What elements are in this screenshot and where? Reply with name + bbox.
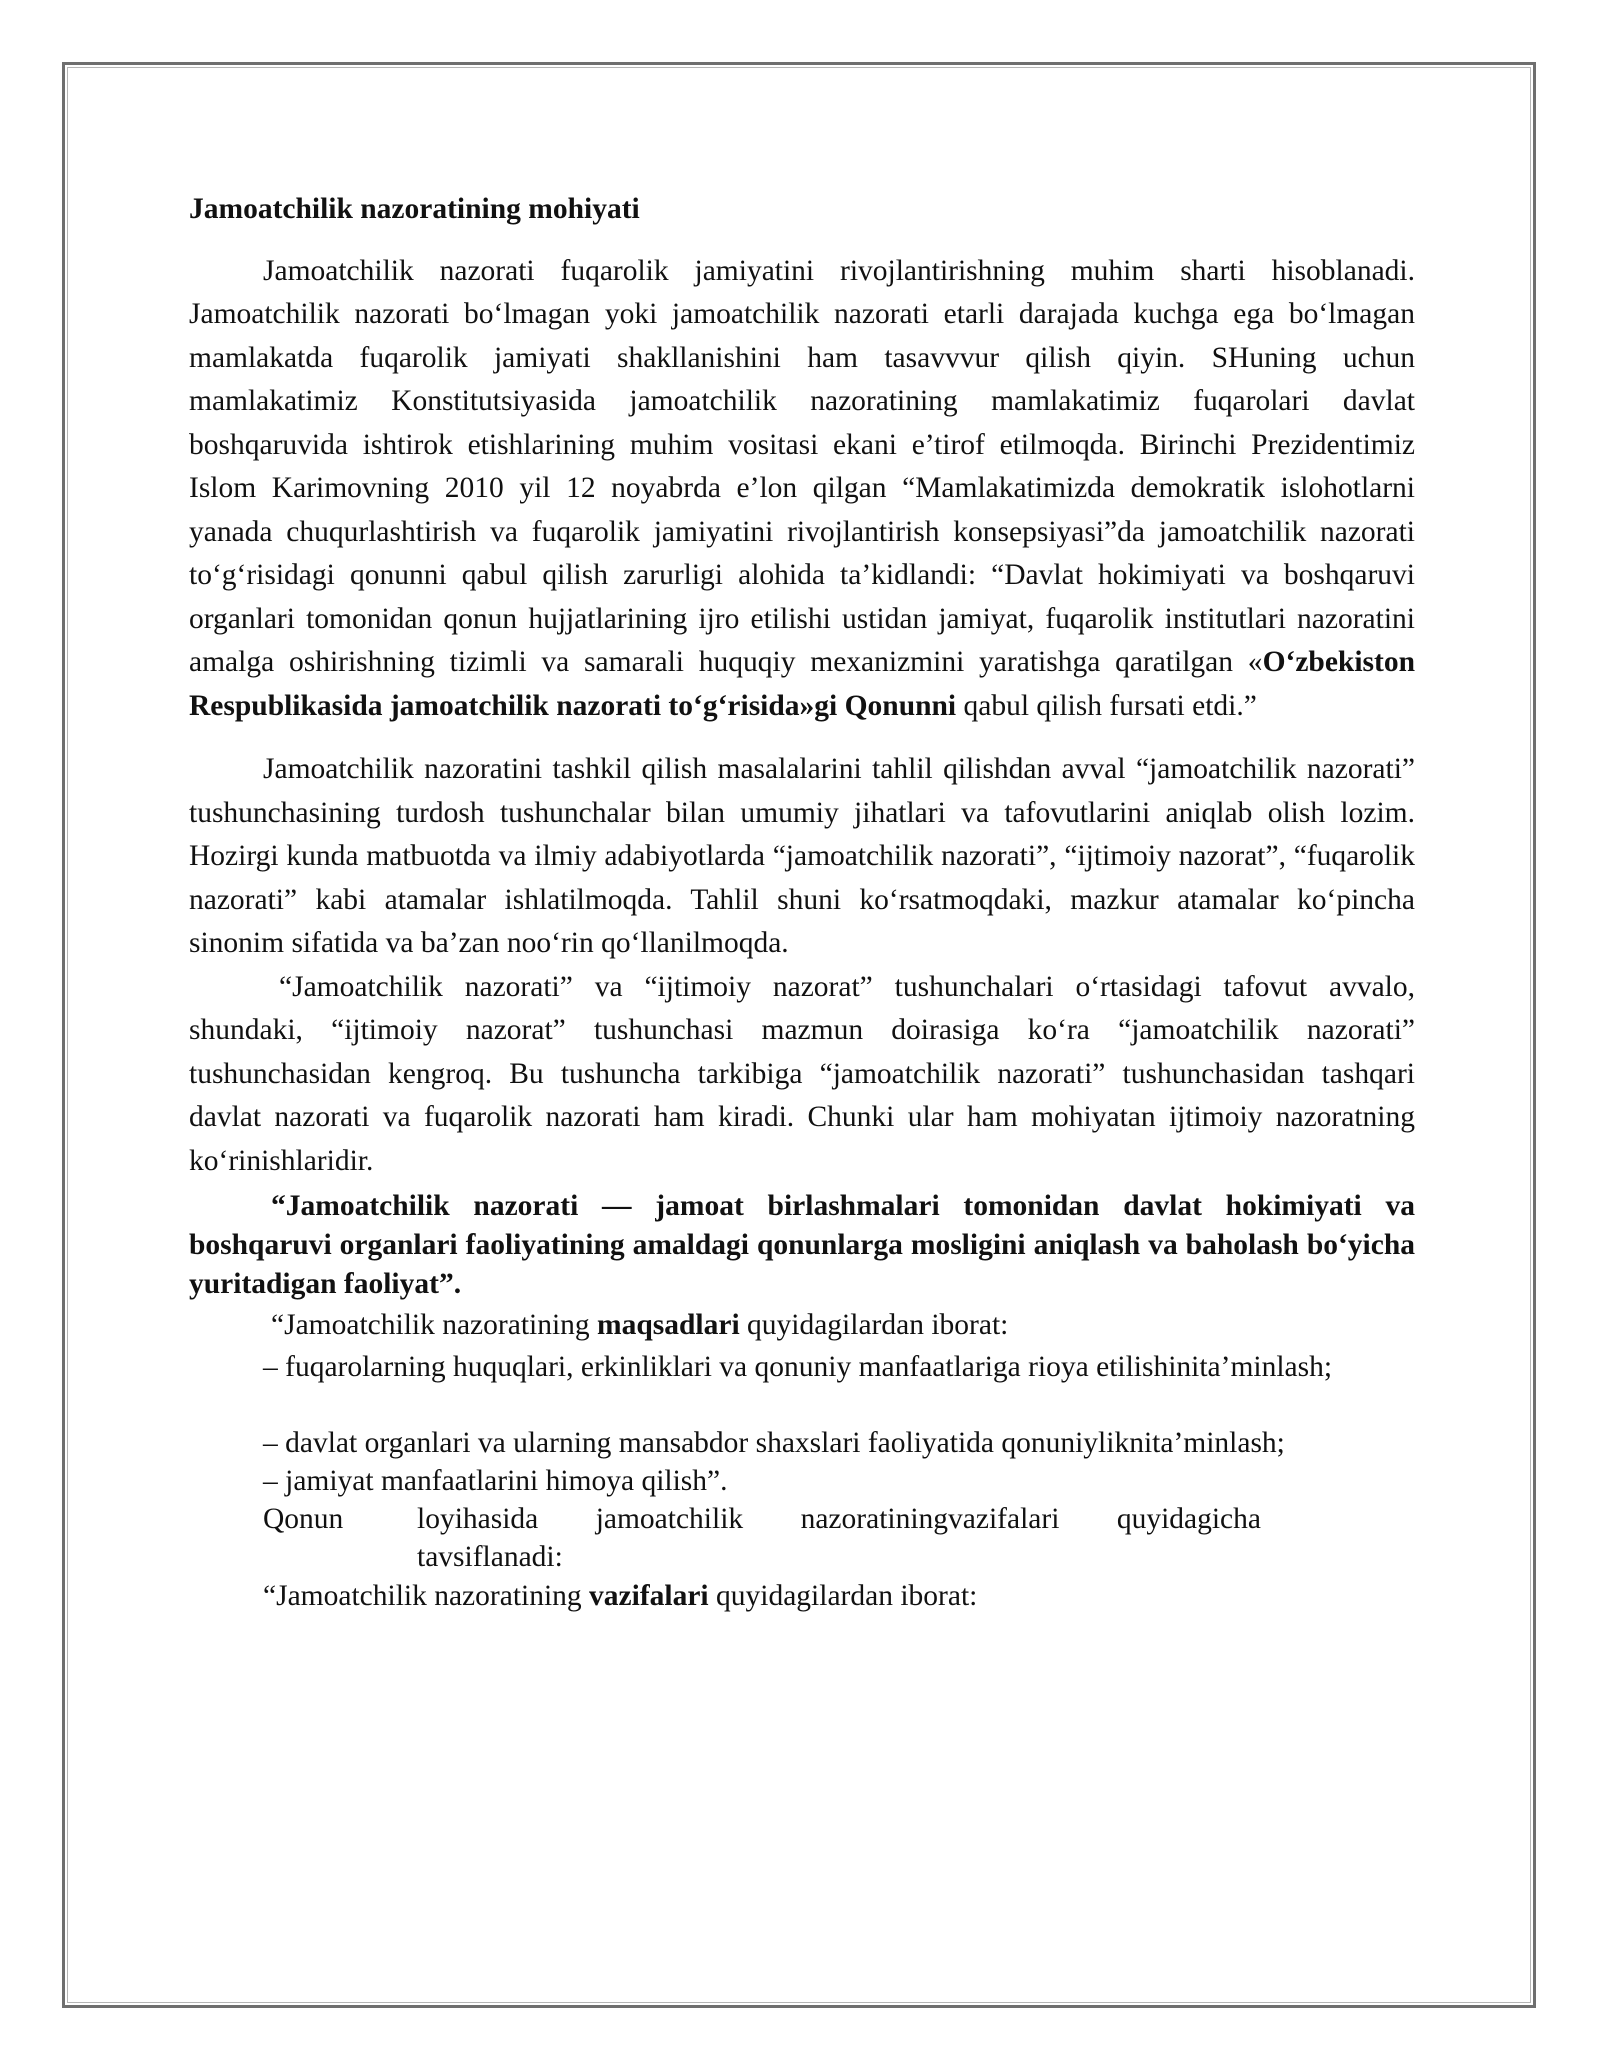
goal-item-2: – davlat organlari va ularning mansabdor shaxslari faoliyatida qonuniyliknita’minlash; [263, 1426, 1285, 1459]
goal-item-3: – jamiyat manfaatlarini himoya qilish”. [263, 1464, 728, 1497]
tasks-description [189, 1500, 1415, 1576]
paragraph-3: “Jamoatchilik nazorati” va “ijtimoiy nazorat” tushunchalari o‘rtasidagi tafovut avvalo, shundaki, “ijtimoiy nazorat” tushunchasi mazmun doirasiga ko‘ra “jamoatchilik nazorati” tushunchasidan kengroq. Bu tushuncha tarkibiga “jamoatchilik nazorati” tushunchasidan tashqari davlat nazorati va fuqarolik nazorati ham kiradi. Chunki ular ham mohiyatan ijtimoiy nazoratning ko‘rinishlaridir. [189, 970, 1415, 1177]
goal-item-1: – fuqarolarning huquqlari, erkinliklari va qonuniy manfaatlariga rioya etilishinita’minlash; [263, 1350, 1333, 1383]
paragraph-2: Jamoatchilik nazoratini tashkil qilish masalalarini tahlil qilishdan avval “jamoatchilik nazorati” tushunchasining turdosh tushunchalar bilan umumiy jihatlari va tafovutlarini aniqlab olish lozim. Hozirgi kunda matbuotda va ilmiy adabiyotlarda “jamoatchilik nazorati”, “ijtimoiy nazorat”, “fuqarolik nazorati” kabi atamalar ishlatilmoqda. Tahlil shuni ko‘rsatmoqdaki, mazkur atamalar ko‘pincha sinonim sifatida va ba’zan noo‘rin qo‘llanilmoqda. [189, 753, 1415, 959]
document-title: Jamoatchilik nazoratining mohiyati [189, 193, 640, 225]
goals-intro-post: quyidagilardan iborat: [739, 1309, 1009, 1341]
paragraph-1-end: qabul qilish fursati etdi.” [956, 689, 1257, 722]
document-body [189, 188, 1415, 1616]
definition-paragraph: “Jamoatchilik nazorati — jamoat birlashmalari tomonidan davlat hokimiyati va boshqaruvi organlari faoliyatining amaldagi qonunlarga mosligini aniqlash va baholash bo‘yicha yuritadigan faoliyat”. [189, 1190, 1415, 1300]
goals-intro [189, 1304, 1415, 1348]
tasks-intro [189, 1576, 1415, 1616]
tasks-keyword: vazifalari [589, 1579, 709, 1612]
tasks-word: Qonun [263, 1502, 344, 1535]
tasks-text: loyihasida jamoatchilik nazoratiningvazifalari quyidagicha tavsiflanadi: [417, 1502, 1261, 1573]
tasks-intro-pre: “Jamoatchilik nazoratining [263, 1579, 590, 1612]
tasks-intro-post: quyidagilardan iborat: [708, 1579, 978, 1612]
paragraph-1 [189, 250, 1415, 729]
goals-intro-pre: “Jamoatchilik nazoratining [271, 1309, 598, 1341]
paragraph-1-text: Jamoatchilik nazorati fuqarolik jamiyatini rivojlantirishning muhim sharti hisoblanadi. Jamoatchilik nazorati bo‘lmagan yoki jamoatchilik nazorati etarli darajada kuchga ega bo‘lmagan mamlakatda fuqarolik jamiyati shakllanishini ham tasavvvur qilish qiyin. SHuning uchun mamlakatimiz Konstitutsiyasida jamoatchilik nazoratining mamlakatimiz fuqarolari davlat boshqaruvida ishtirok etishlarining muhim vositasi ekani e’tirof etilmoqda. Birinchi Prezidentimiz Islom Karimovning 2010 yil 12 noyabrda e’lon qilgan “Mamlakatimizda demokratik islohotlarni yanada chuqurlashtirish va fuqarolik jamiyatini rivojlantirish konsepsiyasi”da jamoatchilik nazorati to‘g‘risidagi qonunni qabul qilish zarurligi alohida ta’kidlandi: “Davlat hokimiyati va boshqaruvi organlari tomonidan qonun hujjatlarining ijro etilishi ustidan jamiyat, fuqarolik institutlari nazoratini amalga oshirishning tizimli va samarali huquqiy mexanizmini yaratishga qaratilgan « [189, 254, 1415, 678]
law-name-bold: O‘zbekiston Respublikasida jamoatchilik nazorati to‘g‘risida»gi Qonunni [189, 646, 1415, 722]
goals-keyword: maqsadlari [597, 1309, 740, 1341]
